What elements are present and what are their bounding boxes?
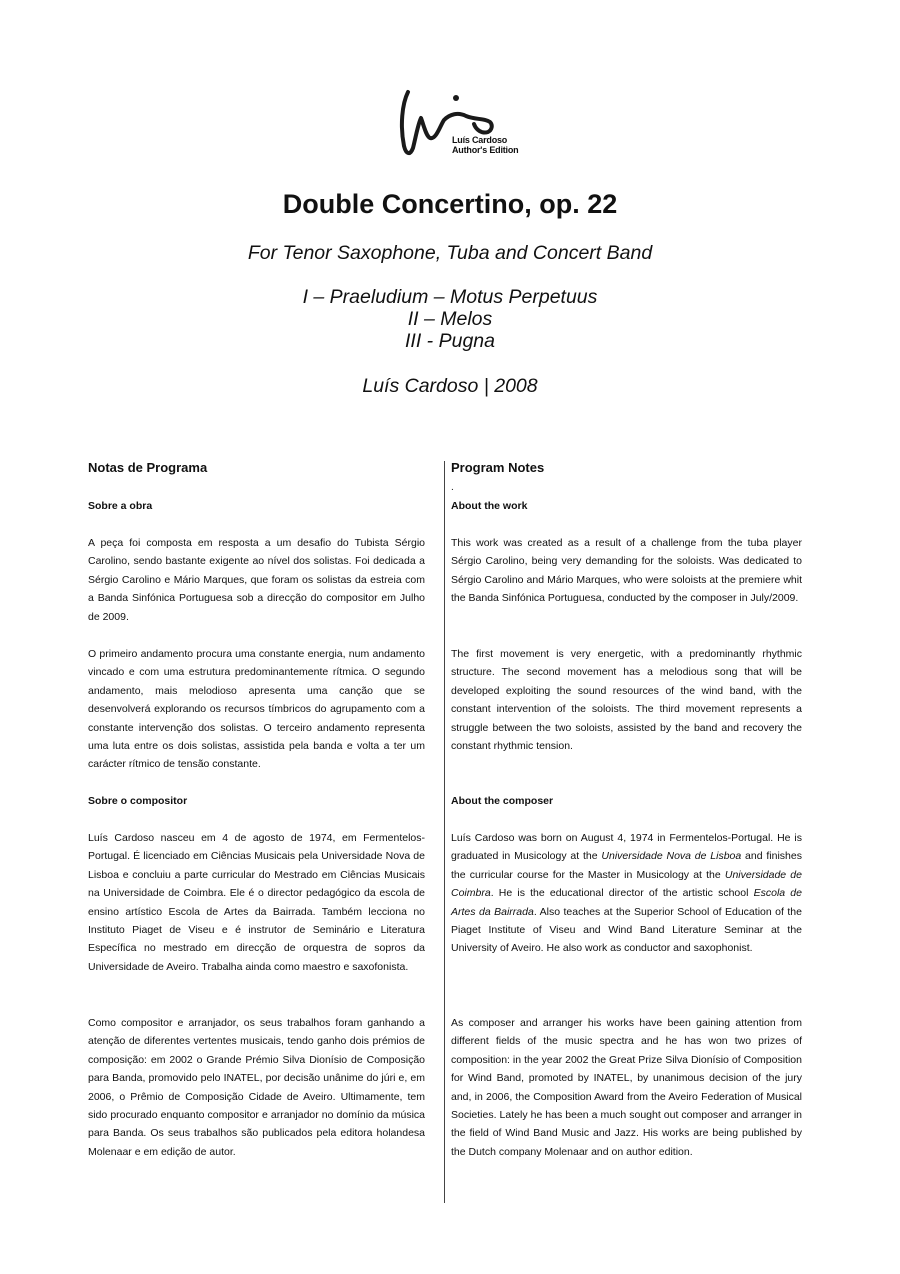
logo-name: Luís Cardoso — [452, 135, 508, 145]
en-composer-paragraph-1 — [451, 829, 802, 958]
pt-composer-heading: Sobre o compositor — [88, 795, 188, 807]
movement-1: I – Praeludium – Motus Perpetuus — [302, 286, 598, 308]
instrumentation: For Tenor Saxophone, Tuba and Concert Band — [247, 242, 653, 264]
stray-mark: . — [451, 482, 454, 493]
en-work-paragraph-1: This work was created as a result of a challenge from the tuba player Sérgio Carolino, being very demanding for the soloists. Was dedicated to Sérgio Carolino and Mário Marques, who were soloists at the premiere whit the Banda Sinfónica Portuguesa, conducted by the composer in July/2009. — [451, 537, 802, 605]
pt-work-heading: Sobre a obra — [88, 500, 153, 512]
en-composer-heading: About the composer — [451, 795, 554, 807]
pt-composer-paragraph-2: Como compositor e arranjador, os seus trabalhos foram ganhando a atenção de diferentes vertentes musicais, tendo ganho dois prémios de composição: em 2002 o Grande Prémio Silva Dionísio de Composição para Banda, promovido pelo INATEL, por decisão unânime do júri e, em 2006, o Prêmio de Composição Cidade de Aveiro. Ultimamente, tem sido procurado enquanto compositor e arranjador no domínio da música para Banda. Os seus trabalhos são publicados pela editora holandesa Molenaar e em edição de autor. — [88, 1017, 425, 1158]
en-composer-text-e: . He is the educational director of the artistic school — [490, 887, 754, 900]
movement-2: II – Melos — [407, 308, 493, 330]
pt-composer-paragraph-1: Luís Cardoso nasceu em 4 de agosto de 1974, em Fermentelos-Portugal. É licenciado em Ciências Musicais pela Universidade Nova de Lisboa e concluiu a parte curricular do Mestrado em Ciências Musicais na Universidade de Coimbra. Ele é o director pedagógico da escola de ensino artístico Escola de Artes da Bairrada. Também lecciona no Instituto Piaget de Viseu e é instrutor de Seminário e Literatura Específica no mestrado em direcção de orquestra de sopros da Universidade de Aveiro. Trabalha ainda como maestro e saxofonista. — [88, 832, 425, 973]
author-year: Luís Cardoso | 2008 — [362, 375, 538, 397]
column-divider — [444, 461, 445, 1203]
en-composer-university-coimbra: Universidade de Coimbra — [451, 868, 802, 900]
en-heading: Program Notes — [451, 460, 545, 475]
en-composer-text-c: and finishes the curricular course for the Master in Musicology at the — [451, 850, 802, 881]
en-composer-school-name: Escola de Artes da Bairrada — [451, 887, 802, 918]
movement-3: III - Pugna — [405, 330, 495, 352]
logo-edition: Author's Edition — [452, 145, 519, 155]
movement-list — [0, 286, 900, 352]
en-work-heading: About the work — [451, 500, 528, 512]
en-composer-university-lisbon: Universidade Nova de Lisboa — [601, 850, 742, 863]
pt-heading: Notas de Programa — [88, 460, 208, 475]
en-composer-paragraph-2: As composer and arranger his works have been gaining attention from different fields of the music spectra and he has won two prizes of composition: in the year 2002 the Great Prize Silva Dionísio of Composition for Wind Band, promoted by INATEL, by unanimous decision of the jury and, in 2006, the Composition Award from the Aveiro Federation of Musical Societies. Lately he has been a much sought out composer and arranger in the field of Wind Band Music and Jazz. His works are being published by the Dutch company Molenaar and on author edition. — [451, 1017, 802, 1158]
en-work-paragraph-2: The first movement is very energetic, with a predominantly rhythmic structure. The second movement has a melodious song that will be developed exploiting the sound resources of the wind band, with the constant intervention of the soloists. The third movement represents a struggle between the two soloists, assisted by the band and recovery the constant rhythmic tension. — [451, 648, 802, 753]
pt-work-paragraph-2: O primeiro andamento procura uma constante energia, num andamento vincado e com uma estrutura predominantemente rítmica. O segundo andamento, mais melodioso apresenta uma canção que se desenvolverá explorando os recursos tímbricos do agrupamento com a constante intervenção dos solistas. O terceiro andamento representa uma luta entre os dois solistas, assistida pela banda e volta a ter um carácter rítmico de tensão constante. — [88, 648, 425, 771]
en-composer-text-a: Luís Cardoso was born on August 4, 1974 in Fermentelos-Portugal. He is graduated in Musicology at the — [451, 832, 802, 863]
author-logo — [396, 86, 519, 160]
pt-work-paragraph-1: A peça foi composta em resposta a um desafio do Tubista Sérgio Carolino, sendo bastante exigente ao nível dos solistas. Foi dedicada a Sérgio Carolino e Mário Marques, que foram os solistas da estreia com a Banda Sinfónica Portuguesa sob a direcção do compositor em Julho de 2009. — [88, 537, 425, 623]
en-composer-text-g: . Also teaches at the Superior School of Education of the Piaget Institute of Viseu and Wind Band Literature Seminar at the University of Aveiro. He also work as conductor and saxophonist. — [451, 905, 802, 955]
page-title: Double Concertino, op. 22 — [282, 189, 618, 219]
